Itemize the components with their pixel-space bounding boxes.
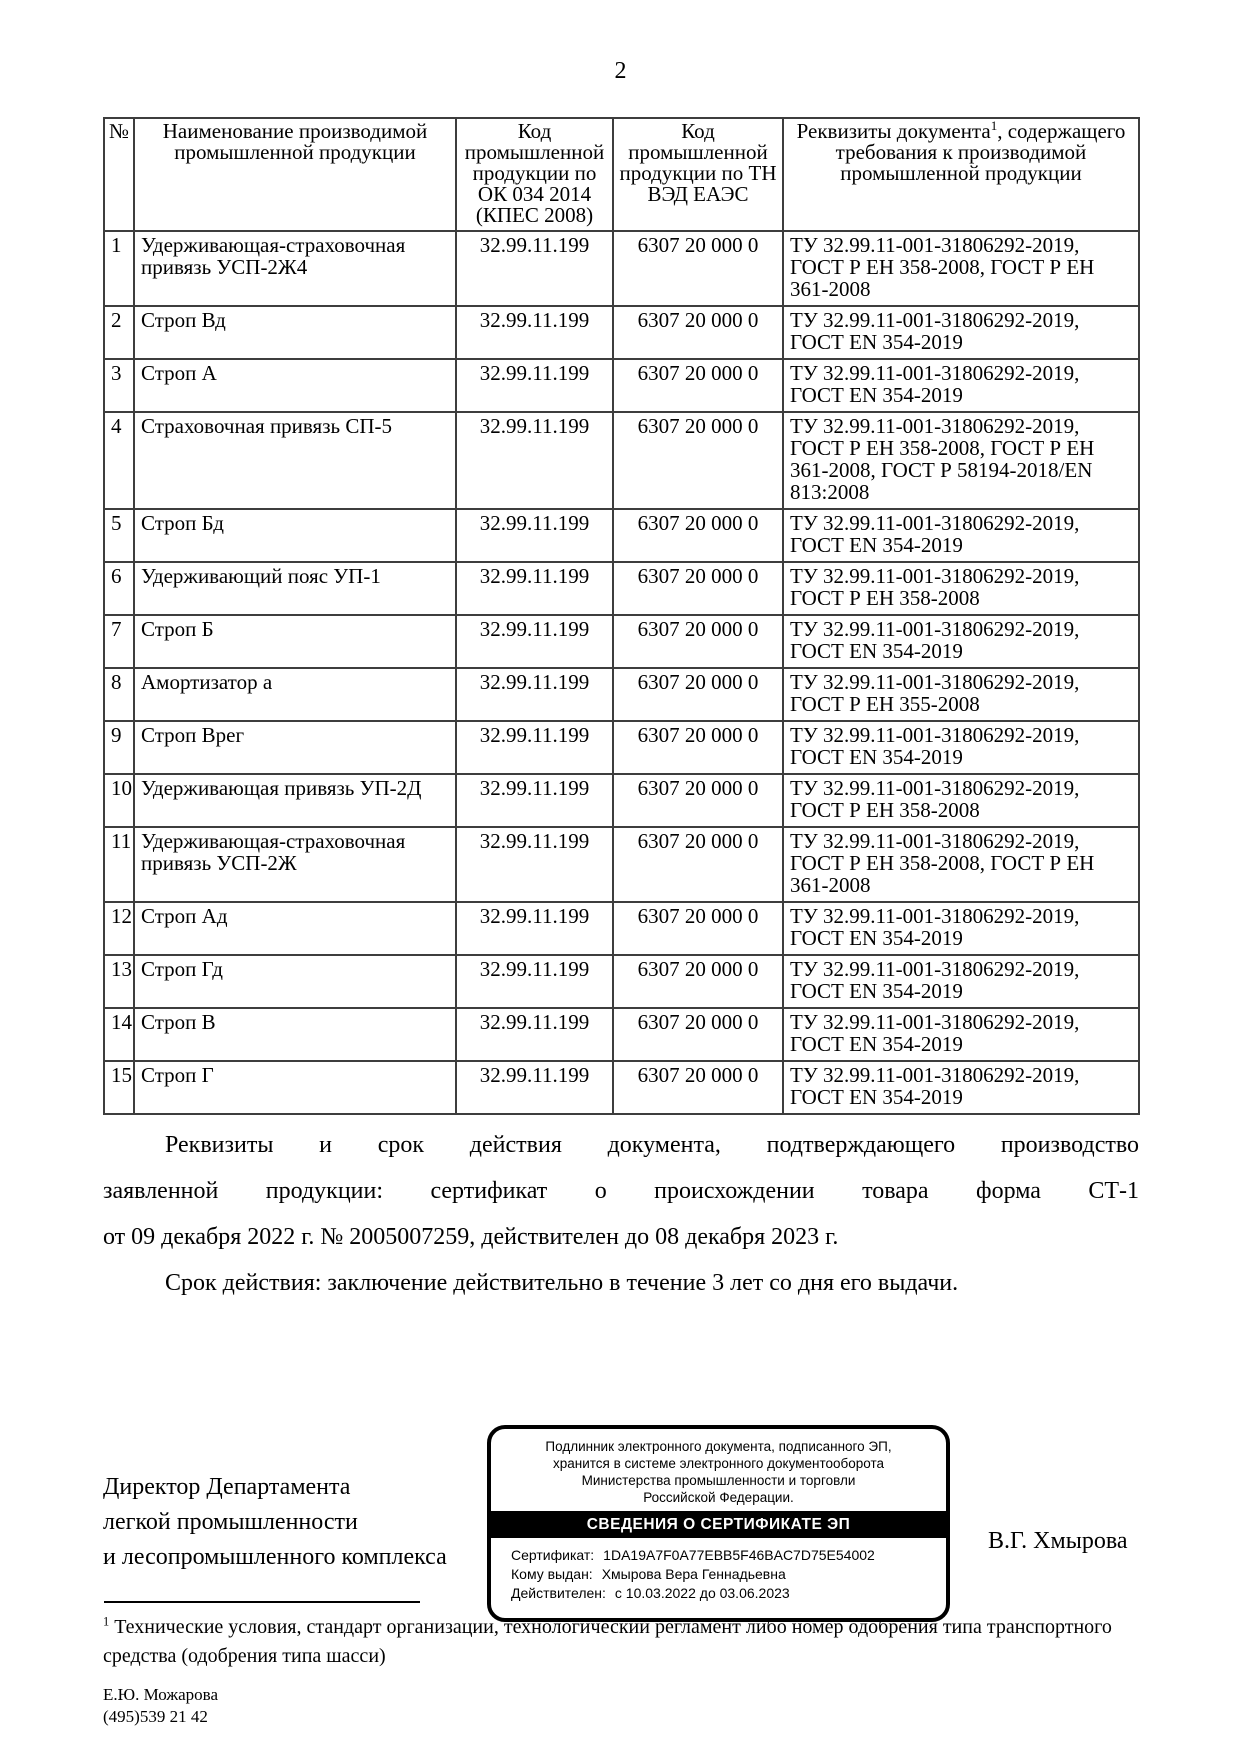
table-header [104, 118, 1139, 231]
requirements: ТУ 32.99.11-001-31806292-2019, ГОСТ Р ЕН 358-2008, ГОСТ Р ЕН 361-2008, ГОСТ Р 58194-2018/EN 813:2008 [783, 412, 1139, 509]
table-row [104, 615, 1139, 668]
tnved-code: 6307 20 000 0 [613, 955, 783, 1008]
header-product-name: Наименование производимой промышленной продукции [134, 118, 456, 231]
stamp-header-line2: хранится в системе электронного документооборота [552, 1456, 885, 1471]
requirements: ТУ 32.99.11-001-31806292-2019, ГОСТ Р ЕН 358-2008, ГОСТ Р ЕН 361-2008 [783, 231, 1139, 306]
row-number: 7 [104, 615, 134, 668]
row-number: 4 [104, 412, 134, 509]
row-number: 13 [104, 955, 134, 1008]
tnved-code: 6307 20 000 0 [613, 306, 783, 359]
table-row [104, 1061, 1139, 1114]
product-name: Строп В [134, 1008, 456, 1061]
okpd-code: 32.99.11.199 [456, 721, 613, 774]
okpd-code: 32.99.11.199 [456, 359, 613, 412]
requirements: ТУ 32.99.11-001-31806292-2019, ГОСТ EN 354-2019 [783, 306, 1139, 359]
signature-name: В.Г. Хмырова [988, 1528, 1128, 1554]
stamp-header [491, 1429, 946, 1506]
product-name: Строп Врег [134, 721, 456, 774]
table-row [104, 359, 1139, 412]
stamp-header-line1: Подлинник электронного документа, подписанного ЭП, [545, 1439, 892, 1454]
paragraph-requisites-line2: заявленной продукции: сертификат о происхождении товара форма СТ-1 [103, 1178, 1139, 1204]
product-name: Строп Ад [134, 902, 456, 955]
requirements: ТУ 32.99.11-001-31806292-2019, ГОСТ EN 354-2019 [783, 902, 1139, 955]
requirements: ТУ 32.99.11-001-31806292-2019, ГОСТ Р ЕН 358-2008, ГОСТ Р ЕН 361-2008 [783, 827, 1139, 902]
footnote-marker: 1 [103, 1614, 110, 1629]
signature-position-line3: и лесопромышленного комплекса [103, 1544, 447, 1570]
requirements: ТУ 32.99.11-001-31806292-2019, ГОСТ Р ЕН 358-2008 [783, 562, 1139, 615]
issued-to-value: Хмырова Вера Геннадьевна [601, 1566, 786, 1582]
row-number: 5 [104, 509, 134, 562]
okpd-code: 32.99.11.199 [456, 615, 613, 668]
row-number: 6 [104, 562, 134, 615]
tnved-code: 6307 20 000 0 [613, 668, 783, 721]
row-number: 9 [104, 721, 134, 774]
signature-position-line1: Директор Департамента [103, 1474, 351, 1500]
tnved-code: 6307 20 000 0 [613, 359, 783, 412]
tnved-code: 6307 20 000 0 [613, 509, 783, 562]
requirements: ТУ 32.99.11-001-31806292-2019, ГОСТ Р ЕН 358-2008 [783, 774, 1139, 827]
stamp-header-line3: Министерства промышленности и торговли [581, 1473, 856, 1488]
requirements: ТУ 32.99.11-001-31806292-2019, ГОСТ EN 354-2019 [783, 509, 1139, 562]
requirements: ТУ 32.99.11-001-31806292-2019, ГОСТ EN 354-2019 [783, 1008, 1139, 1061]
okpd-code: 32.99.11.199 [456, 668, 613, 721]
tnved-code: 6307 20 000 0 [613, 902, 783, 955]
product-name: Страховочная привязь СП-5 [134, 412, 456, 509]
valid-label: Действителен: [511, 1585, 606, 1601]
header-requirements [783, 118, 1139, 231]
row-number: 14 [104, 1008, 134, 1061]
signature-position [103, 1470, 447, 1575]
paragraph-requisites-line3: от 09 декабря 2022 г. № 2005007259, действителен до 08 декабря 2023 г. [103, 1224, 839, 1250]
row-number: 15 [104, 1061, 134, 1114]
okpd-code: 32.99.11.199 [456, 509, 613, 562]
products-table [103, 117, 1140, 1115]
header-requirements-text: Реквизиты документа [796, 119, 991, 143]
product-name: Строп Б [134, 615, 456, 668]
table-row [104, 306, 1139, 359]
row-number: 10 [104, 774, 134, 827]
signature-position-line2: легкой промышленности [103, 1509, 358, 1535]
requirements: ТУ 32.99.11-001-31806292-2019, ГОСТ EN 354-2019 [783, 721, 1139, 774]
table-row [104, 509, 1139, 562]
paragraph-requisites-line1: Реквизиты и срок действия документа, подтверждающего производство [165, 1132, 1139, 1158]
okpd-code: 32.99.11.199 [456, 1061, 613, 1114]
header-okpd-code: Код промышленной продукции по ОК 034 2014 (КПЕС 2008) [456, 118, 613, 231]
table-header-row [104, 118, 1139, 231]
header-number: № [104, 118, 134, 231]
okpd-code: 32.99.11.199 [456, 902, 613, 955]
body-text [103, 1122, 1139, 1306]
product-name: Удерживающий пояс УП-1 [134, 562, 456, 615]
tnved-code: 6307 20 000 0 [613, 231, 783, 306]
product-name: Удерживающая-страховочная привязь УСП-2Ж4 [134, 231, 456, 306]
issued-to-row [511, 1565, 946, 1584]
certificate-row [511, 1546, 946, 1565]
executor-name: Е.Ю. Можарова [103, 1685, 219, 1704]
tnved-code: 6307 20 000 0 [613, 1061, 783, 1114]
requirements: ТУ 32.99.11-001-31806292-2019, ГОСТ EN 354-2019 [783, 615, 1139, 668]
header-requirements-rest: , содержащего требования к производимой промышленной продукции [835, 119, 1126, 185]
product-name: Строп Вд [134, 306, 456, 359]
table-row [104, 1008, 1139, 1061]
issued-to-label: Кому выдан: [511, 1566, 593, 1582]
tnved-code: 6307 20 000 0 [613, 1008, 783, 1061]
footnote-ref: 1 [990, 118, 998, 133]
tnved-code: 6307 20 000 0 [613, 562, 783, 615]
product-name: Строп А [134, 359, 456, 412]
valid-row [511, 1584, 946, 1603]
valid-value: с 10.03.2022 до 03.06.2023 [614, 1585, 790, 1601]
product-name: Строп Бд [134, 509, 456, 562]
tnved-code: 6307 20 000 0 [613, 827, 783, 902]
tnved-code: 6307 20 000 0 [613, 615, 783, 668]
certificate-value: 1DA19A7F0A77EBB5F46BAC7D75E54002 [603, 1547, 875, 1563]
requirements: ТУ 32.99.11-001-31806292-2019, ГОСТ Р ЕН 355-2008 [783, 668, 1139, 721]
page-number: 2 [614, 58, 627, 84]
table-body [104, 231, 1139, 1114]
product-name: Удерживающая-страховочная привязь УСП-2Ж [134, 827, 456, 902]
requirements: ТУ 32.99.11-001-31806292-2019, ГОСТ EN 354-2019 [783, 1061, 1139, 1114]
stamp-header-line4: Российской Федерации. [643, 1490, 794, 1505]
footnote-separator [104, 1601, 420, 1603]
product-name: Амортизатор а [134, 668, 456, 721]
table-row [104, 231, 1139, 306]
header-tnved-code: Код промышленной продукции по ТН ВЭД ЕАЭС [613, 118, 783, 231]
table-row [104, 955, 1139, 1008]
requirements: ТУ 32.99.11-001-31806292-2019, ГОСТ EN 354-2019 [783, 955, 1139, 1008]
executor-contact [103, 1684, 218, 1728]
tnved-code: 6307 20 000 0 [613, 774, 783, 827]
table-row [104, 774, 1139, 827]
table-row [104, 827, 1139, 902]
row-number: 11 [104, 827, 134, 902]
okpd-code: 32.99.11.199 [456, 827, 613, 902]
electronic-signature-stamp [487, 1425, 950, 1622]
stamp-banner: СВЕДЕНИЯ О СЕРТИФИКАТЕ ЭП [491, 1511, 946, 1538]
okpd-code: 32.99.11.199 [456, 955, 613, 1008]
table-row [104, 562, 1139, 615]
footnote-text: Технические условия, стандарт организации, технологический регламент либо номер одобрения типа транспортного средства (одобрения типа шасси) [103, 1616, 1112, 1667]
table-row [104, 668, 1139, 721]
row-number: 3 [104, 359, 134, 412]
executor-phone: (495)539 21 42 [103, 1707, 208, 1726]
stamp-certificate-info [491, 1538, 946, 1603]
tnved-code: 6307 20 000 0 [613, 721, 783, 774]
product-name: Удерживающая привязь УП-2Д [134, 774, 456, 827]
requirements: ТУ 32.99.11-001-31806292-2019, ГОСТ EN 354-2019 [783, 359, 1139, 412]
okpd-code: 32.99.11.199 [456, 306, 613, 359]
table-row [104, 902, 1139, 955]
row-number: 1 [104, 231, 134, 306]
table-row [104, 721, 1139, 774]
okpd-code: 32.99.11.199 [456, 774, 613, 827]
product-name: Строп Гд [134, 955, 456, 1008]
row-number: 12 [104, 902, 134, 955]
okpd-code: 32.99.11.199 [456, 231, 613, 306]
tnved-code: 6307 20 000 0 [613, 412, 783, 509]
product-name: Строп Г [134, 1061, 456, 1114]
row-number: 2 [104, 306, 134, 359]
okpd-code: 32.99.11.199 [456, 1008, 613, 1061]
row-number: 8 [104, 668, 134, 721]
okpd-code: 32.99.11.199 [456, 412, 613, 509]
table-row [104, 412, 1139, 509]
okpd-code: 32.99.11.199 [456, 562, 613, 615]
paragraph-validity: Срок действия: заключение действительно в течение 3 лет со дня его выдачи. [165, 1270, 959, 1296]
certificate-label: Сертификат: [511, 1547, 595, 1563]
